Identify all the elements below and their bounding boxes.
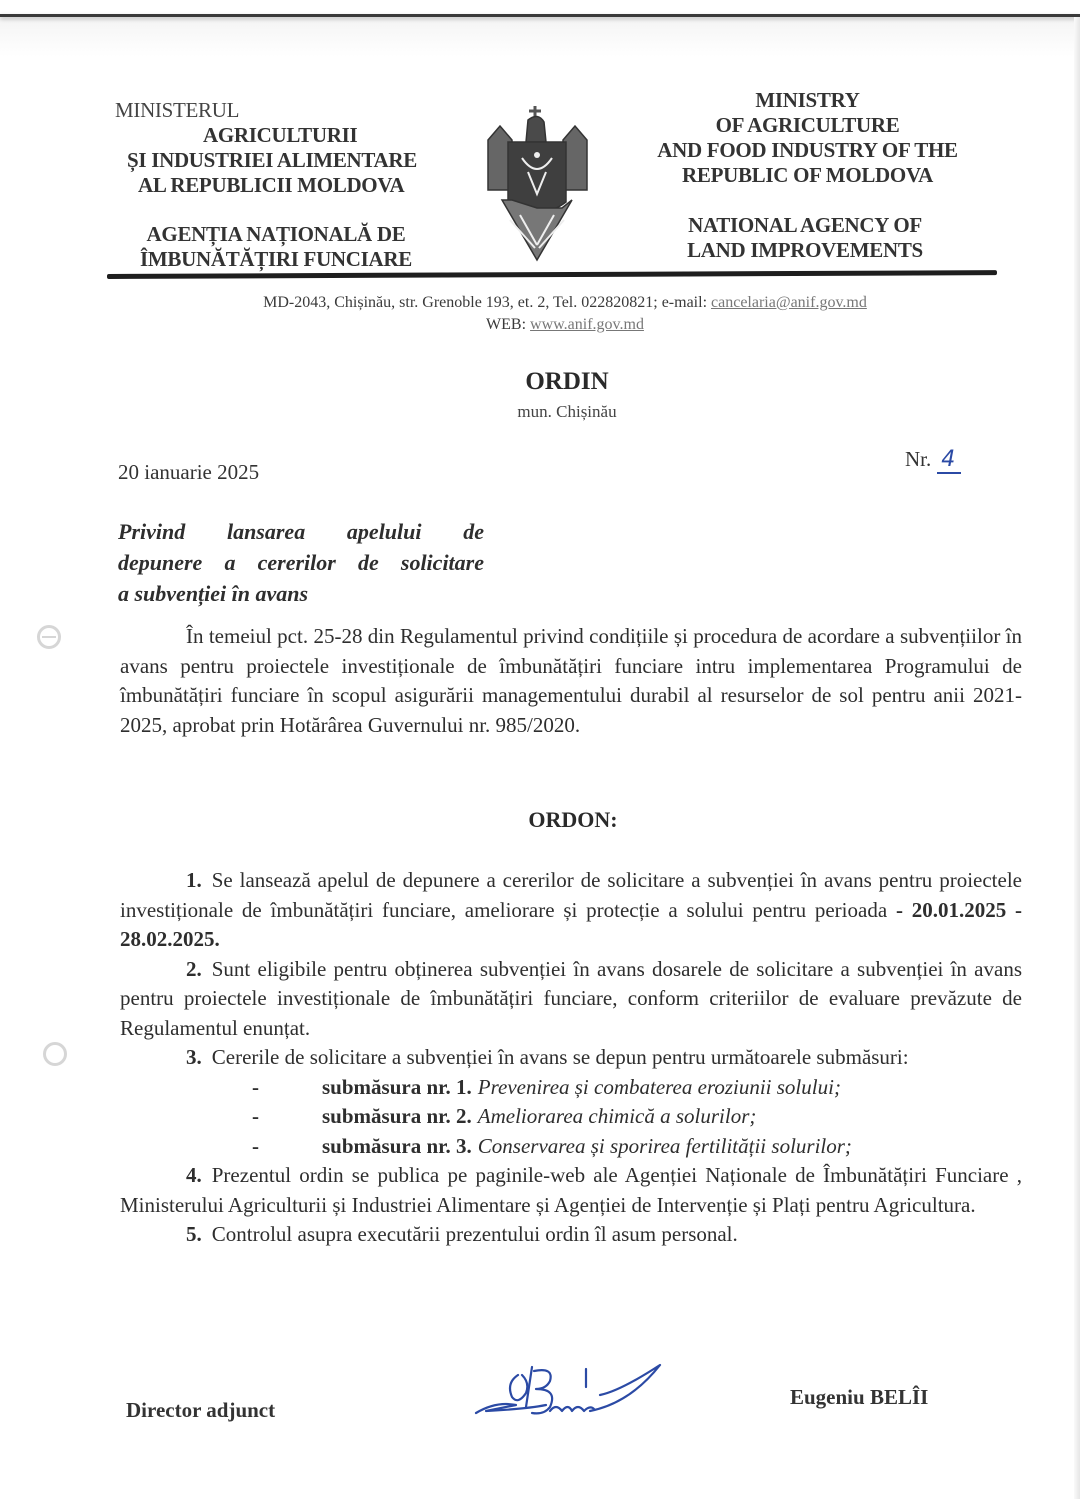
header-line: ÎMBUNĂTĂȚIRI FUNCIARE	[140, 247, 412, 271]
item-number: 1.	[186, 868, 202, 892]
punch-hole-icon	[37, 625, 61, 649]
submeasure-list	[120, 1073, 1022, 1162]
item-text: Controlul asupra executării prezentului ordin îl asum personal.	[211, 1222, 738, 1246]
order-item	[120, 1220, 1022, 1250]
item-text: Cererile de solicitare a subvenției în avans se depun pentru următoarele submăsuri:	[211, 1045, 909, 1069]
header-agency-ro	[140, 222, 412, 272]
document-number	[905, 447, 961, 472]
header-line: REPUBLIC OF MOLDOVA	[682, 163, 933, 187]
order-item	[120, 1043, 1022, 1073]
document-title: ORDIN	[525, 368, 609, 395]
document-date: 20 ianuarie 2025	[118, 460, 260, 484]
signatory-role: Director adjunct	[126, 1398, 276, 1422]
submeasure-label: submăsura nr. 3.	[322, 1133, 472, 1158]
item-number: 3.	[186, 1045, 202, 1069]
contact-address: MD-2043, Chișinău, str. Grenoble 193, et. 2, Tel. 022820821; e-mail:	[263, 294, 712, 311]
email-link[interactable]: cancelaria@anif.gov.md	[711, 294, 867, 311]
web-link[interactable]: www.anif.gov.md	[530, 316, 644, 333]
subject-line: a subvenției în avans	[118, 581, 309, 606]
submeasure-item	[120, 1102, 1022, 1132]
order-items	[120, 866, 1022, 1250]
number-value: 4	[937, 447, 961, 474]
web-label: WEB:	[486, 316, 531, 333]
subject-line: depunere a cererilor de solicitare	[118, 550, 484, 575]
item-number: 4.	[186, 1163, 202, 1187]
submeasure-item	[120, 1132, 1022, 1162]
header-line: ȘI INDUSTRIEI ALIMENTARE	[127, 148, 417, 172]
subject-line: Privind lansarea apelului de	[118, 519, 484, 544]
item-text: Se lansează apelul de depunere a cererilor de solicitare a subvenției în avans pentru proiectele investiționale de îmbunătățiri funciare, ameliorare și protecție a solului pentru perioada	[120, 868, 1022, 922]
header-line: LAND IMPROVEMENTS	[687, 238, 923, 262]
submeasure-text: Conservarea și sporirea fertilității solurilor;	[477, 1133, 852, 1158]
submeasure-text: Prevenirea și combaterea eroziunii solului;	[477, 1074, 841, 1099]
bullet: -	[252, 1074, 259, 1099]
page-top-edge	[0, 14, 1080, 17]
submeasure-label: submăsura nr. 2.	[322, 1104, 472, 1128]
submeasure-item	[120, 1073, 1022, 1103]
order-item	[120, 955, 1022, 1044]
top-margin	[0, 0, 1080, 14]
header-line: AL REPUBLICII MOLDOVA	[138, 173, 405, 197]
header-line: AGRICULTURII	[203, 123, 358, 147]
item-number: 2.	[186, 956, 202, 981]
order-item	[120, 866, 1022, 955]
number-label: Nr.	[905, 447, 932, 471]
header-ministry-ro	[115, 98, 417, 198]
item-number: 5.	[186, 1222, 202, 1246]
order-item	[120, 1161, 1022, 1220]
item-period: - 20.01.2025 - 28.02.2025.	[120, 897, 1022, 951]
submeasure-text: Ameliorarea chimică a solurilor;	[477, 1104, 757, 1128]
document-subject	[118, 516, 484, 609]
header-agency-en	[660, 213, 950, 263]
submeasure-label: submăsura nr. 1.	[322, 1074, 472, 1099]
header-line: MINISTERUL	[115, 98, 240, 122]
header-line: OF AGRICULTURE	[715, 113, 900, 137]
item-text: Prezentul ordin se publica pe paginile-web ale Agenției Naționale de Îmbunătățiri Funciare , Ministerului Agriculturii și Industriei Alimentare și Agenției de Intervenție și Plați pentru Agricultura.	[120, 1163, 1022, 1217]
signatory-name: Eugeniu BELÎI	[790, 1385, 929, 1409]
punch-hole-icon	[43, 1042, 67, 1066]
bullet: -	[252, 1133, 259, 1158]
header-line: AGENȚIA NAȚIONALĂ DE	[146, 222, 406, 246]
item-text: Sunt eligibile pentru obținerea subvenției în avans dosarele de solicitare a subvenției în avans pentru proiectele investiționale de îmbunătățiri funciare, conform criteriilor de evaluare prevăzute de Regulamentul enunțat.	[120, 956, 1022, 1040]
header-line: MINISTRY	[755, 88, 860, 112]
moldova-coat-of-arms-icon	[480, 100, 595, 265]
contact-info	[180, 292, 950, 336]
handwritten-signature-icon	[470, 1355, 770, 1435]
intro-paragraph: În temeiul pct. 25-28 din Regulamentul privind condițiile și procedura de acordare a subvențiilor în avans pentru proiectele investiționale de îmbunătățiri funciare intru implementarea Programului de îmbunătățiri funciare în scopul asigurării managementului durabil al resurselor de sol pentru anii 2021-2025, aprobat prin Hotărârea Guvernului nr. 985/2020.	[120, 624, 1022, 737]
header-line: AND FOOD INDUSTRY OF THE	[657, 138, 958, 162]
bullet: -	[252, 1104, 259, 1128]
page-right-edge	[1074, 17, 1080, 1499]
document-city: mun. Chișinău	[517, 402, 617, 421]
header-ministry-en	[640, 88, 975, 188]
ordon-heading: ORDON:	[528, 807, 618, 832]
header-line: NATIONAL AGENCY OF	[688, 213, 922, 237]
